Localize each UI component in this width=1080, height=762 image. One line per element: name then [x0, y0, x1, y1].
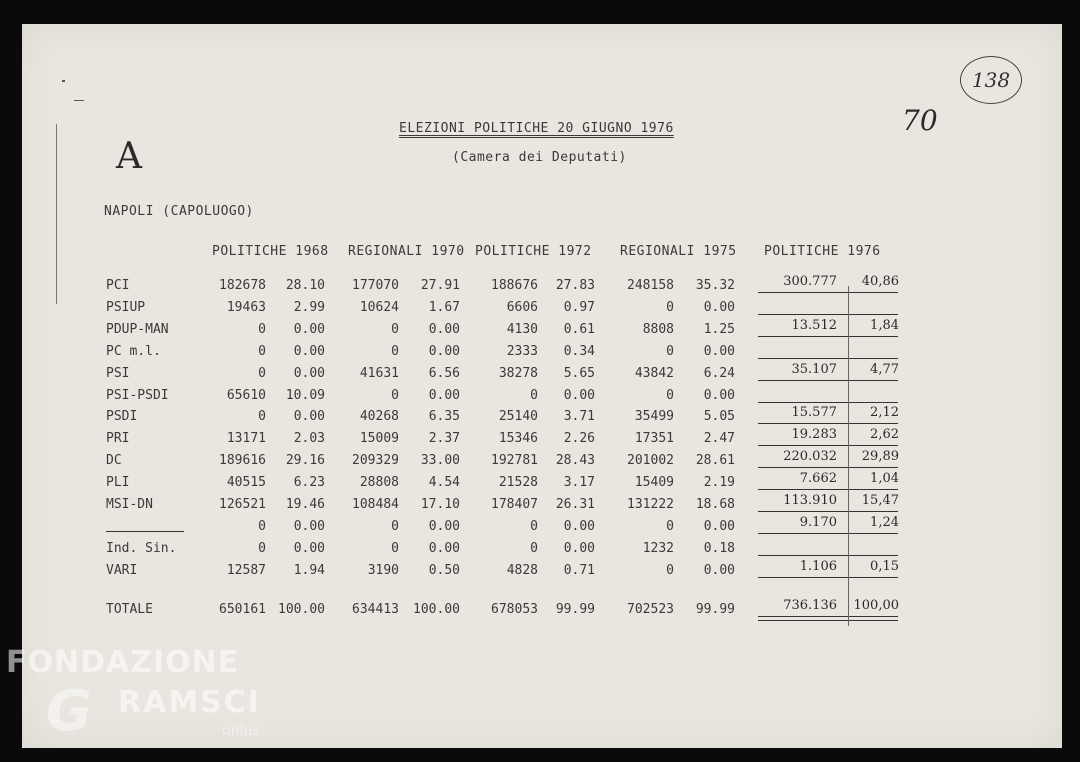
- cell-p68: 1.94: [293, 563, 325, 578]
- cell-v68: 0: [258, 409, 266, 424]
- watermark-letter: G: [46, 679, 92, 744]
- cell-v68: 0: [258, 519, 266, 534]
- cell-p70: 0.00: [428, 541, 460, 556]
- cell-p68: 28.10: [285, 278, 325, 293]
- party-label: MSI-DN: [106, 497, 153, 512]
- cell-p70: 0.00: [428, 519, 460, 534]
- cell-p68: 19.46: [285, 497, 325, 512]
- cell-v72: 38278: [498, 366, 538, 381]
- cell-v75: 0: [666, 300, 674, 315]
- handwritten-cell-v76: 15.577: [791, 405, 837, 420]
- party-label: PDUP-MAN: [106, 322, 169, 337]
- cell-v72: 192781: [491, 453, 538, 468]
- cell-v70: 15009: [359, 431, 399, 446]
- handwritten-cell-p76: 1,04: [870, 471, 899, 486]
- cell-v70: 3190: [367, 563, 399, 578]
- cell-p72: 2.26: [563, 431, 595, 446]
- cell-p70: 0.50: [428, 563, 460, 578]
- cell-v72: 21528: [498, 475, 538, 490]
- cell-p75: 2.19: [703, 475, 735, 490]
- row-underline: [758, 555, 898, 556]
- column-header: REGIONALI 1970: [348, 244, 465, 259]
- cell-v72: 4130: [506, 322, 538, 337]
- row-underline: [758, 533, 898, 534]
- party-label: DC: [106, 453, 122, 468]
- document-subtitle: (Camera dei Deputati): [452, 150, 627, 165]
- cell-v75: 17351: [634, 431, 674, 446]
- cell-p75: 0.18: [703, 541, 735, 556]
- cell-p70: 4.54: [428, 475, 460, 490]
- cell-p68: 0.00: [293, 519, 325, 534]
- handwritten-cell-p76: 29,89: [861, 449, 899, 464]
- cell-v75: 131222: [627, 497, 674, 512]
- cell-p70: 1.67: [428, 300, 460, 315]
- cell-v68: 13171: [226, 431, 266, 446]
- cell-p72: 0.71: [563, 563, 595, 578]
- cell-v70: 0: [391, 541, 399, 556]
- party-label: PSIUP: [106, 300, 146, 315]
- cell-p75: 0.00: [703, 519, 735, 534]
- cell-v72: 178407: [491, 497, 538, 512]
- cell-v72: 188676: [491, 278, 538, 293]
- cell-v75: 1232: [642, 541, 674, 556]
- cell-p68: 0.00: [293, 322, 325, 337]
- cell-p72: 3.17: [563, 475, 595, 490]
- watermark-line2: RAMSCI: [118, 685, 261, 720]
- stamp-number: 138: [960, 56, 1022, 104]
- cell-p70: 2.37: [428, 431, 460, 446]
- cell-p75: 35.32: [695, 278, 735, 293]
- document-title: ELEZIONI POLITICHE 20 GIUGNO 1976: [399, 121, 674, 136]
- party-label: PSDI: [106, 409, 138, 424]
- party-label: PSI-PSDI: [106, 388, 169, 403]
- handwritten-cell-p76: 2,12: [870, 405, 899, 420]
- scan-mark: [62, 80, 65, 82]
- cell-p68: 0.00: [293, 344, 325, 359]
- cell-p70: 6.35: [428, 409, 460, 424]
- row-underline: [758, 616, 898, 617]
- row-underline: [758, 423, 898, 424]
- cell-p72: 0.00: [563, 541, 595, 556]
- cell-p75: 18.68: [695, 497, 735, 512]
- cell-p68: 100.00: [278, 602, 325, 617]
- cell-v72: 6606: [506, 300, 538, 315]
- cell-p72: 99.99: [555, 602, 595, 617]
- cell-p75: 0.00: [703, 388, 735, 403]
- cell-p72: 0.00: [563, 519, 595, 534]
- blank-label-line: [106, 531, 184, 532]
- handwritten-cell-v76: 35.107: [791, 362, 837, 377]
- cell-v75: 8808: [642, 322, 674, 337]
- cell-p75: 28.61: [695, 453, 735, 468]
- cell-v70: 41631: [359, 366, 399, 381]
- cell-v68: 182678: [219, 278, 266, 293]
- cell-v75: 15409: [634, 475, 674, 490]
- cell-p68: 2.99: [293, 300, 325, 315]
- handwritten-cell-p76: 0,15: [870, 559, 899, 574]
- party-label: VARI: [106, 563, 138, 578]
- cell-p72: 0.61: [563, 322, 595, 337]
- row-underline: [758, 445, 898, 446]
- row-underline: [758, 336, 898, 337]
- cell-v72: 0: [530, 541, 538, 556]
- total-double-underline: [758, 620, 898, 621]
- handwritten-cell-p76: 15,47: [861, 493, 899, 508]
- column-header: POLITICHE 1972: [475, 244, 592, 259]
- cell-v68: 0: [258, 366, 266, 381]
- cell-p75: 1.25: [703, 322, 735, 337]
- cell-p72: 0.34: [563, 344, 595, 359]
- handwritten-cell-p76: 1,84: [870, 318, 899, 333]
- handwritten-cell-v76: 19.283: [791, 427, 837, 442]
- party-label: PC m.l.: [106, 344, 161, 359]
- cell-v72: 15346: [498, 431, 538, 446]
- cell-v72: 0: [530, 519, 538, 534]
- party-label: PSI: [106, 366, 130, 381]
- cell-p70: 17.10: [420, 497, 460, 512]
- cell-p75: 0.00: [703, 344, 735, 359]
- party-label: PRI: [106, 431, 130, 446]
- cell-p70: 27.91: [420, 278, 460, 293]
- handwritten-cell-v76: 220.032: [783, 449, 837, 464]
- handwritten-cell-v76: 13.512: [791, 318, 837, 333]
- watermark-logo: [6, 645, 261, 744]
- cell-v70: 10624: [359, 300, 399, 315]
- cell-p75: 99.99: [695, 602, 735, 617]
- cell-v68: 126521: [219, 497, 266, 512]
- cell-p72: 0.00: [563, 388, 595, 403]
- cell-v72: 4828: [506, 563, 538, 578]
- cell-p75: 0.00: [703, 300, 735, 315]
- scan-mark: [74, 100, 84, 101]
- cell-p75: 0.00: [703, 563, 735, 578]
- handwritten-cell-v76: 1.106: [799, 559, 837, 574]
- cell-v68: 650161: [219, 602, 266, 617]
- cell-p68: 29.16: [285, 453, 325, 468]
- cell-v75: 0: [666, 519, 674, 534]
- cell-p68: 2.03: [293, 431, 325, 446]
- row-underline: [758, 402, 898, 403]
- handwritten-cell-v76: 9.170: [799, 515, 837, 530]
- cell-p72: 3.71: [563, 409, 595, 424]
- cell-p70: 100.00: [413, 602, 460, 617]
- cell-v70: 209329: [352, 453, 399, 468]
- cell-v70: 0: [391, 519, 399, 534]
- cell-v68: 40515: [226, 475, 266, 490]
- row-underline: [758, 511, 898, 512]
- column-header: POLITICHE 1968: [212, 244, 329, 259]
- total-label: TOTALE: [106, 602, 153, 617]
- cell-v75: 248158: [627, 278, 674, 293]
- cell-v68: 0: [258, 541, 266, 556]
- cell-v70: 177070: [352, 278, 399, 293]
- party-label: Ind. Sin.: [106, 541, 177, 556]
- cell-p68: 0.00: [293, 366, 325, 381]
- cell-p68: 6.23: [293, 475, 325, 490]
- cell-p70: 33.00: [420, 453, 460, 468]
- column-header: REGIONALI 1975: [620, 244, 737, 259]
- handwritten-cell-v76: 736.136: [783, 598, 837, 613]
- row-underline: [758, 577, 898, 578]
- cell-p72: 0.97: [563, 300, 595, 315]
- handwritten-cell-p76: 40,86: [861, 274, 899, 289]
- cell-v75: 702523: [627, 602, 674, 617]
- cell-p68: 0.00: [293, 541, 325, 556]
- cell-v75: 0: [666, 344, 674, 359]
- document-page: [22, 24, 1062, 748]
- row-underline: [758, 380, 898, 381]
- column-divider: [848, 286, 849, 626]
- cell-p75: 6.24: [703, 366, 735, 381]
- handwritten-cell-p76: 100,00: [853, 598, 899, 613]
- cell-p70: 0.00: [428, 388, 460, 403]
- handwritten-cell-p76: 4,77: [870, 362, 899, 377]
- cell-p70: 0.00: [428, 344, 460, 359]
- watermark-line1: FONDAZIONE: [6, 645, 240, 680]
- handwritten-cell-p76: 1,24: [870, 515, 899, 530]
- handwritten-cell-v76: 300.777: [783, 274, 837, 289]
- cell-p75: 2.47: [703, 431, 735, 446]
- cell-v68: 0: [258, 322, 266, 337]
- cell-p70: 6.56: [428, 366, 460, 381]
- cell-v68: 0: [258, 344, 266, 359]
- row-underline: [758, 467, 898, 468]
- cell-v75: 0: [666, 388, 674, 403]
- cell-v70: 0: [391, 344, 399, 359]
- row-underline: [758, 292, 898, 293]
- cell-v75: 201002: [627, 453, 674, 468]
- cell-p72: 27.83: [555, 278, 595, 293]
- party-label: PCI: [106, 278, 130, 293]
- cell-p75: 5.05: [703, 409, 735, 424]
- section-letter: A: [116, 136, 142, 177]
- cell-v72: 0: [530, 388, 538, 403]
- left-margin-line: [56, 124, 57, 304]
- cell-p68: 0.00: [293, 409, 325, 424]
- location-heading: NAPOLI (CAPOLUOGO): [104, 204, 254, 219]
- party-label: PLI: [106, 475, 130, 490]
- cell-p72: 5.65: [563, 366, 595, 381]
- cell-v68: 65610: [226, 388, 266, 403]
- row-underline: [758, 358, 898, 359]
- cell-v72: 678053: [491, 602, 538, 617]
- cell-v75: 0: [666, 563, 674, 578]
- handwritten-cell-v76: 7.662: [799, 471, 837, 486]
- page-number: 70: [902, 104, 938, 137]
- cell-p70: 0.00: [428, 322, 460, 337]
- cell-v70: 28808: [359, 475, 399, 490]
- cell-v72: 25140: [498, 409, 538, 424]
- cell-v68: 19463: [226, 300, 266, 315]
- cell-p68: 10.09: [285, 388, 325, 403]
- cell-v68: 12587: [226, 563, 266, 578]
- handwritten-cell-v76: 113.910: [783, 493, 837, 508]
- cell-v70: 634413: [352, 602, 399, 617]
- row-underline: [758, 314, 898, 315]
- cell-v70: 0: [391, 388, 399, 403]
- cell-v75: 43842: [634, 366, 674, 381]
- watermark-line3: onlus: [222, 723, 260, 739]
- cell-p72: 26.31: [555, 497, 595, 512]
- cell-p72: 28.43: [555, 453, 595, 468]
- cell-v70: 0: [391, 322, 399, 337]
- cell-v70: 108484: [352, 497, 399, 512]
- cell-v75: 35499: [634, 409, 674, 424]
- cell-v72: 2333: [506, 344, 538, 359]
- cell-v70: 40268: [359, 409, 399, 424]
- handwritten-cell-p76: 2,62: [870, 427, 899, 442]
- column-header: POLITICHE 1976: [764, 244, 881, 259]
- cell-v68: 189616: [219, 453, 266, 468]
- row-underline: [758, 489, 898, 490]
